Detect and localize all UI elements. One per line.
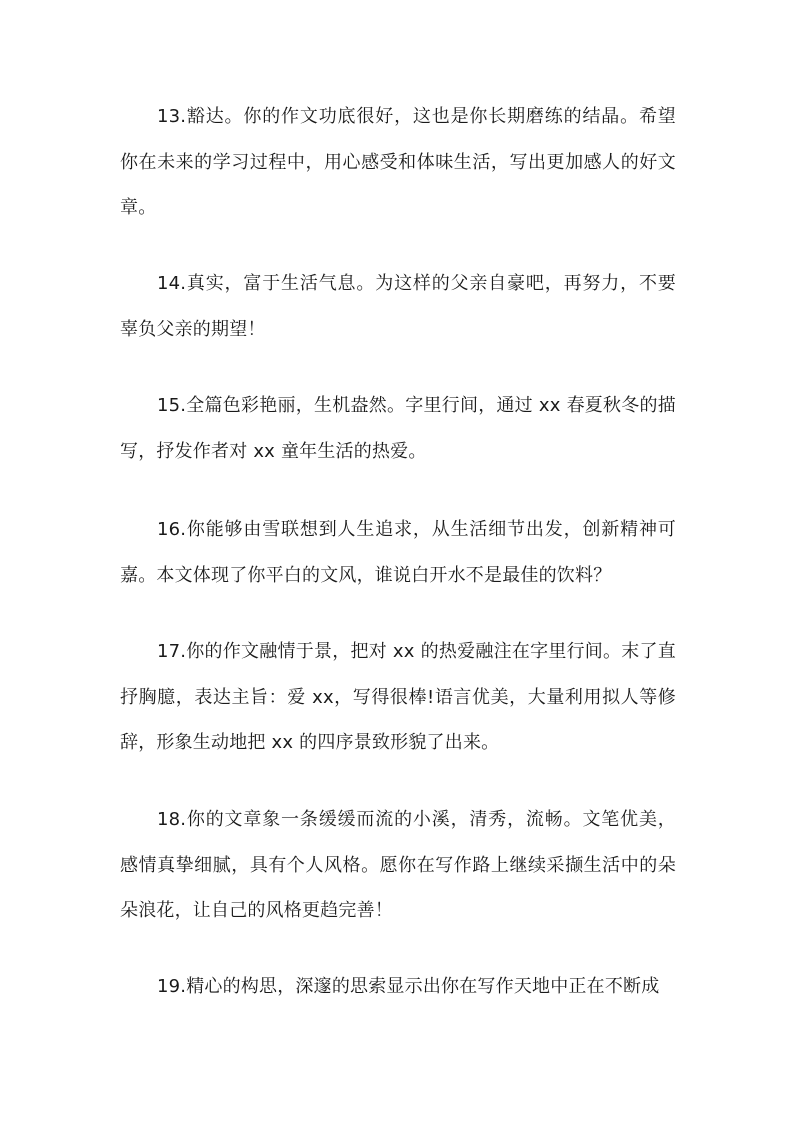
comment-paragraph-15: 15.全篇色彩艳丽，生机盎然。字里行间，通过 xx 春夏秋冬的描写，抒发作者对 xx 童年生活的热爱。 <box>120 395 676 462</box>
comment-paragraph-17: 17.你的作文融情于景，把对 xx 的热爱融注在字里行间。末了直抒胸臆，表达主旨：爱 xx，写得很棒!语言优美，大量利用拟人等修辞，形象生动地把 xx 的四序景致形貌了出来。 <box>120 641 676 753</box>
comment-paragraph-16: 16.你能够由雪联想到人生追求，从生活细节出发，创新精神可嘉。本文体现了你平白的文风，谁说白开水不是最佳的饮料？ <box>120 519 676 586</box>
comment-paragraph-13: 13.豁达。你的作文功底很好，这也是你长期磨练的结晶。希望你在未来的学习过程中，用心感受和体味生活，写出更加感人的好文章。 <box>120 106 676 218</box>
comment-paragraph-14: 14.真实，富于生活气息。为这样的父亲自豪吧，再努力，不要辜负父亲的期望！ <box>120 273 676 340</box>
comment-paragraph-19: 19.精心的构思，深邃的思索显示出你在写作天地中正在不断成 <box>157 976 660 997</box>
comment-paragraph-18: 18.你的文章象一条缓缓而流的小溪，清秀，流畅。文笔优美，感情真挚细腻，具有个人风格。愿你在写作路上继续采撷生活中的朵朵浪花，让自己的风格更趋完善！ <box>120 809 676 921</box>
